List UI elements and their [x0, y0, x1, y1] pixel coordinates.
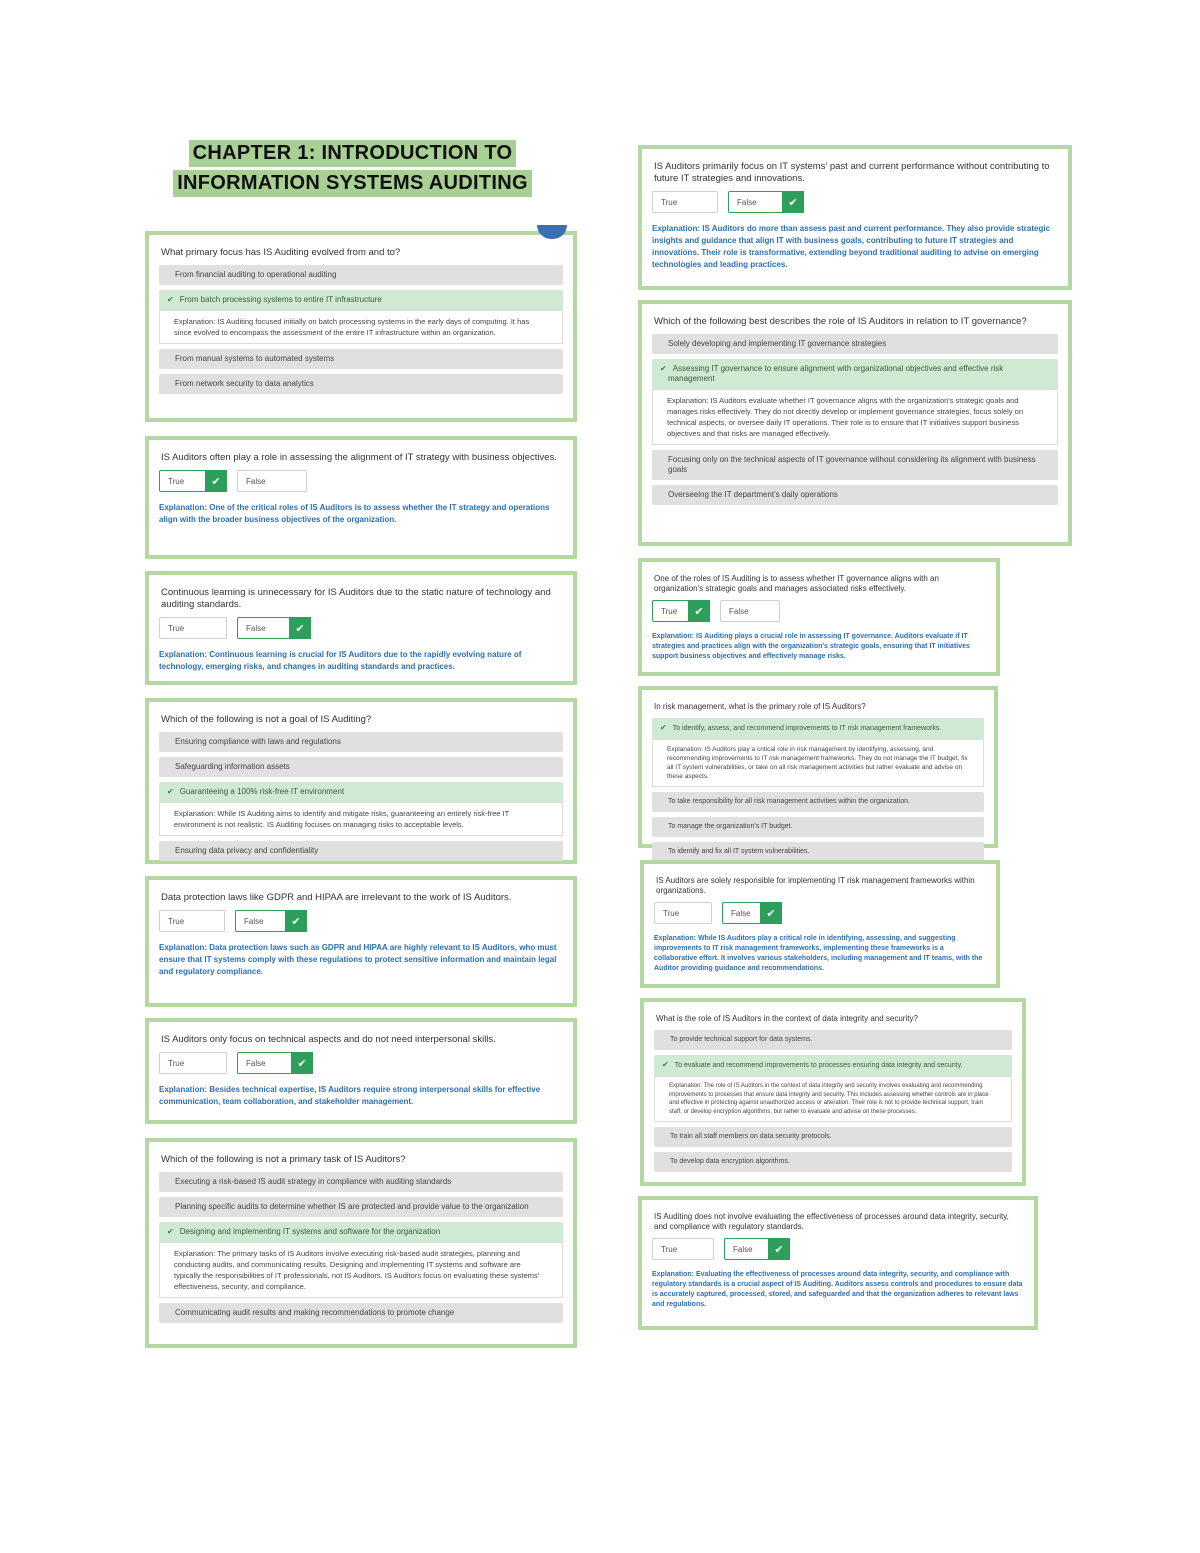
answer-option[interactable]: Executing a risk-based IS audit strategy in compliance with auditing standards — [159, 1172, 563, 1192]
explanation-text: Explanation: The role of IS Auditors in the context of data integrity and security involves evaluating and recommending improvements to processes that ensure data integrity and security. This includes assessing whether controls are in place and effective in protecting against unauthorized access or alteration. Their role is not to provide technical support, train staff, or develop encryption algorithms, but rather to evaluate and advise on these processes. — [654, 1076, 1012, 1122]
answer-option[interactable]: From financial auditing to operational auditing — [159, 265, 563, 285]
answer-option-correct[interactable]: ✔ From batch processing systems to entire IT infrastructure — [159, 290, 563, 310]
explanation-text: Explanation: IS Auditors play a critical role in risk management by identifying, assessing, and recommending improvements to IT risk management frameworks. They do not manage the IT budget, fix all IT system vulnerabilities, or take on all risk management activities but rather evaluate and advise on these aspects. — [652, 739, 984, 787]
explanation-text: Explanation: IS Auditors do more than assess past and current performance. They also provide strategic insights and guidance that align IT with business goals, contributing to future IT strategies and innovations. Their role is transformative, extending beyond traditional auditing to advise on emerging technologies and leading practices. — [652, 224, 1051, 269]
true-option[interactable] — [652, 191, 718, 213]
title-line-2: INFORMATION SYSTEMS AUDITING — [173, 170, 532, 197]
question-text: In risk management, what is the primary role of IS Auditors? — [654, 702, 866, 711]
answer-option[interactable]: From network security to data analytics — [159, 374, 563, 394]
question-card — [145, 1138, 577, 1348]
check-icon: ✔ — [768, 1238, 790, 1260]
false-option[interactable] — [237, 1052, 313, 1074]
option-label: False — [244, 916, 264, 926]
explanation-text: Explanation: While IS Auditing aims to identify and mitigate risks, guaranteeing an entirely risk-free IT environment is not realistic. IS Auditing focuses on managing risks to acceptable levels. — [159, 802, 563, 836]
chapter-title — [140, 140, 565, 200]
question-card — [638, 558, 1000, 676]
answer-option[interactable]: To provide technical support for data systems. — [654, 1030, 1012, 1050]
question-text: IS Auditors primarily focus on IT systems' past and current performance without contributing to future IT strategies and innovations. — [654, 161, 1050, 184]
question-text: IS Auditors often play a role in assessing the alignment of IT strategy with business objectives. — [161, 452, 557, 463]
option-label: False — [731, 908, 751, 918]
false-option[interactable] — [720, 600, 780, 622]
answer-option[interactable]: Safeguarding information assets — [159, 757, 563, 777]
question-card — [640, 860, 1000, 988]
explanation-text: Explanation: IS Auditors evaluate whether IT governance aligns with the organization's strategic goals and manages risks effectively. They do not directly develop or implement governance strategies, focus solely on technical aspects, or oversee daily IT operations. Their role is to ensure that IT initiatives support business objectives and that risks are managed effectively. — [652, 389, 1058, 445]
true-option[interactable] — [652, 600, 710, 622]
question-card — [145, 436, 577, 559]
check-icon: ✔ — [688, 600, 710, 622]
answer-option[interactable]: Planning specific audits to determine whether IS are protected and provide value to the organization — [159, 1197, 563, 1217]
score-badge — [537, 225, 567, 239]
true-option[interactable] — [654, 902, 712, 924]
true-option[interactable] — [159, 1052, 227, 1074]
question-text: Data protection laws like GDPR and HIPAA are irrelevant to the work of IS Auditors. — [161, 892, 512, 903]
true-option[interactable] — [159, 910, 225, 932]
option-label: True — [168, 623, 185, 633]
option-label: True — [663, 908, 680, 918]
question-card — [638, 1196, 1038, 1330]
answer-option[interactable]: Ensuring data privacy and confidentiality — [159, 841, 563, 861]
explanation-text: Explanation: Continuous learning is crucial for IS Auditors due to the rapidly evolving nature of technology, emerging risks, and changes in auditing standards and practices. — [159, 650, 522, 671]
answer-option[interactable]: Overseeing the IT department's daily operations — [652, 485, 1058, 505]
false-option[interactable] — [237, 617, 311, 639]
false-option[interactable] — [728, 191, 804, 213]
false-option[interactable] — [235, 910, 307, 932]
option-label: False — [737, 197, 757, 207]
answer-option[interactable]: From manual systems to automated systems — [159, 349, 563, 369]
true-option[interactable] — [159, 470, 227, 492]
option-label: True — [168, 476, 185, 486]
answer-option[interactable]: Communicating audit results and making recommendations to promote change — [159, 1303, 563, 1323]
option-label: False — [246, 623, 266, 633]
option-label: True — [168, 916, 185, 926]
explanation-text: Explanation: Evaluating the effectiveness of processes around data integrity, security, and compliance with regulatory standards is a crucial aspect of IS Auditing. Auditors assess controls and procedures to ensure data is accurately captured, processed, stored, and safeguarded and that the organization adheres to relevant laws and regulations. — [652, 1271, 1023, 1308]
answer-option[interactable]: To train all staff members on data security protocols. — [654, 1127, 1012, 1147]
question-card — [145, 876, 577, 1007]
question-card — [145, 1018, 577, 1124]
false-option[interactable] — [237, 470, 307, 492]
answer-option-correct[interactable]: ✔ To evaluate and recommend improvements to processes ensuring data integrity and security. — [654, 1055, 1012, 1076]
option-label: False — [729, 606, 749, 616]
answer-option-correct[interactable]: ✔ To identify, assess, and recommend improvements to IT risk management frameworks. — [652, 718, 984, 739]
question-card — [638, 145, 1072, 290]
question-text: Which of the following is not a goal of IS Auditing? — [161, 714, 372, 725]
true-option[interactable] — [159, 617, 227, 639]
question-card — [145, 698, 577, 864]
answer-option-correct[interactable]: ✔ Designing and implementing IT systems and software for the organization — [159, 1222, 563, 1242]
question-text: Continuous learning is unnecessary for IS Auditors due to the static nature of technology and auditing standards. — [161, 587, 551, 610]
answer-option-correct[interactable]: ✔ Assessing IT governance to ensure alignment with organizational objectives and effective risk management — [652, 359, 1058, 389]
question-text: IS Auditing does not involve evaluating the effectiveness of processes around data integrity, security, and compliance with regulatory standards. — [654, 1212, 1009, 1231]
option-label: True — [661, 197, 678, 207]
option-label: False — [246, 476, 266, 486]
question-card — [640, 998, 1026, 1186]
answer-option[interactable]: To take responsibility for all risk management activities within the organization. — [652, 792, 984, 812]
false-option[interactable] — [724, 1238, 790, 1260]
question-text: IS Auditors only focus on technical aspects and do not need interpersonal skills. — [161, 1034, 496, 1045]
title-line-1: CHAPTER 1: INTRODUCTION TO — [189, 140, 517, 167]
explanation-text: Explanation: While IS Auditors play a critical role in identifying, assessing, and suggesting improvements to IT risk management frameworks, implementing these frameworks is a collaborative effort. It involves various stakeholders, including management and IT teams, with the Auditor providing guidance and recommendations. — [654, 935, 983, 972]
question-text: Which of the following is not a primary task of IS Auditors? — [161, 1154, 406, 1165]
check-icon: ✔ — [285, 910, 307, 932]
option-label: True — [661, 1244, 678, 1254]
question-text: One of the roles of IS Auditing is to assess whether IT governance aligns with an organization's strategic goals and manages associated risks effectively. — [654, 574, 939, 593]
question-card — [638, 686, 998, 855]
explanation-text: Explanation: IS Auditing focused initially on batch processing systems in the early days of computing. It has since evolved to encompass the assessment of the entire IT infrastructure within an organization. — [159, 310, 563, 344]
explanation-text: Explanation: The primary tasks of IS Auditors involve executing risk-based audit strategies, planning and conducting audits, and communicating results. Designing and implementing IT systems and software are typically the responsibilities of IT professionals, not IS Auditors. IS Auditors focus on evaluating these systems' effectiveness, security, and compliance. — [159, 1242, 563, 1298]
option-label: True — [661, 606, 678, 616]
option-label: True — [168, 1058, 185, 1068]
explanation-text: Explanation: One of the critical roles of IS Auditors is to assess whether the IT strategy and operations align with the broader business objectives of the organization. — [159, 503, 550, 524]
answer-option[interactable]: To identify and fix all IT system vulnerabilities. — [652, 842, 984, 862]
explanation-text: Explanation: IS Auditing plays a crucial role in assessing IT governance. Auditors evaluate if IT strategies and practices align with the organization's strategic goals, ensuring that IT initiatives support business objectives and effectively manage risks. — [652, 633, 970, 660]
check-icon: ✔ — [782, 191, 804, 213]
answer-option-correct[interactable]: ✔ Guaranteeing a 100% risk-free IT environment — [159, 782, 563, 802]
question-text: Which of the following best describes the role of IS Auditors in relation to IT governance? — [654, 316, 1027, 327]
question-card — [145, 571, 577, 685]
question-text: What is the role of IS Auditors in the context of data integrity and security? — [656, 1014, 918, 1023]
check-icon: ✔ — [291, 1052, 313, 1074]
explanation-text: Explanation: Data protection laws such as GDPR and HIPAA are highly relevant to IS Auditors, who must ensure that IT systems comply with these regulations to protect sensitive information and maintain legal and regulatory compliance. — [159, 943, 557, 976]
question-card — [638, 300, 1072, 546]
false-option[interactable] — [722, 902, 782, 924]
check-icon: ✔ — [205, 470, 227, 492]
check-icon: ✔ — [289, 617, 311, 639]
question-text: What primary focus has IS Auditing evolved from and to? — [161, 247, 401, 258]
explanation-text: Explanation: Besides technical expertise, IS Auditors require strong interpersonal skills for effective communication, team collaboration, and stakeholder management. — [159, 1085, 541, 1106]
question-card — [145, 231, 577, 422]
answer-option[interactable]: To manage the organization's IT budget. — [652, 817, 984, 837]
question-text: IS Auditors are solely responsible for implementing IT risk management frameworks within organizations. — [656, 876, 975, 895]
check-icon: ✔ — [760, 902, 782, 924]
answer-option[interactable]: Solely developing and implementing IT governance strategies — [652, 334, 1058, 354]
option-label: False — [733, 1244, 753, 1254]
answer-option[interactable]: Ensuring compliance with laws and regulations — [159, 732, 563, 752]
true-option[interactable] — [652, 1238, 714, 1260]
option-label: False — [246, 1058, 266, 1068]
answer-option[interactable]: Focusing only on the technical aspects of IT governance without considering its alignment with business goals — [652, 450, 1058, 480]
answer-option[interactable]: To develop data encryption algorithms. — [654, 1152, 1012, 1172]
